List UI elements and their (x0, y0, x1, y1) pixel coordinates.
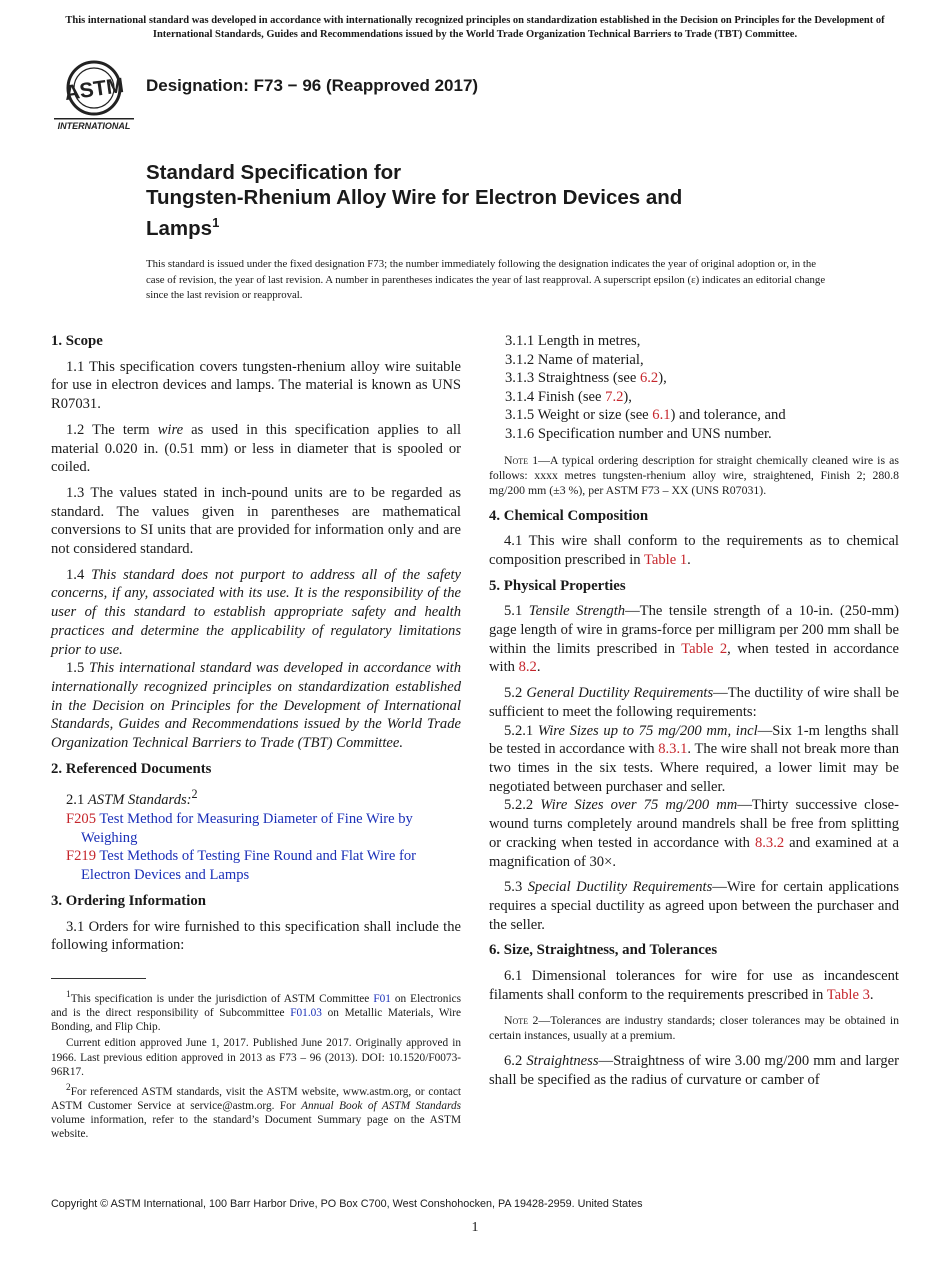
document-title (146, 160, 846, 241)
link-table-3[interactable]: Table 3 (826, 986, 870, 1003)
note-1 (489, 453, 899, 498)
para-5-2 (489, 684, 899, 721)
svg-text:INTERNATIONAL: INTERNATIONAL (57, 121, 131, 131)
title-line-2: Tungsten-Rhenium Alloy Wire for Electron Devices and (146, 186, 683, 209)
para-6-1 (489, 967, 899, 1004)
link-8-2[interactable]: 8.2 (518, 659, 537, 676)
footnote-2 (51, 1081, 461, 1142)
order-item-3-1-4-end: ), (623, 388, 632, 405)
footnote-2-book-title: Annual Book of ASTM Standards (301, 1099, 461, 1112)
link-6-2[interactable]: 6.2 (639, 370, 659, 387)
section-heading-ordering-information: 3. Ordering Information (51, 892, 206, 909)
order-item-3-1-1: 3.1.1 Length in metres, (505, 333, 641, 349)
link-table-1[interactable]: Table 1 (643, 551, 688, 568)
order-item-3-1-2: 3.1.2 Name of material, (505, 351, 644, 368)
order-item-3-1-4-text: 3.1.4 Finish (see (505, 388, 606, 405)
para-5-2-text: —The ductility of wire shall be sufficient to meet the following requirements: (489, 685, 899, 720)
para-1-4-text: This standard does not purport to address all of the safety concerns, if any, associated with its use. It is the responsibility of the user of this standard to establish appropriate safety and health practices and determine the applicability of regulatory limitations prior to use. (51, 566, 461, 658)
footnote-2-marker-bottom: 2 (66, 1082, 71, 1093)
section-heading-chemical-composition: 4. Chemical Composition (489, 507, 649, 524)
para-1-4-num: 1.4 (66, 566, 92, 583)
ref-f219[interactable] (66, 847, 461, 884)
section-heading-physical-properties: 5. Physical Properties (489, 577, 626, 594)
note-1-label: Note (504, 452, 529, 467)
svg-text:ASTM: ASTM (63, 73, 126, 106)
para-5-1-text-2: , when tested in accordance with (489, 640, 899, 676)
para-4-1-end: . (687, 551, 691, 568)
link-6-1[interactable]: 6.1 (652, 407, 671, 424)
page-number: 1 (471, 1220, 479, 1235)
title-line-3 (146, 210, 846, 241)
para-5-2-num: 5.2 (504, 685, 527, 702)
para-1-2-rest: as used in this specification applies to all material 0.020 in. (0.51 mm) or less in diameter that is spooled or coiled. (51, 421, 461, 476)
copyright-line: Copyright © ASTM International, 100 Barr Harbor Drive, PO Box C700, West Conshohocken, PA 19428-2959. United States (51, 1198, 643, 1210)
ref-f205[interactable] (66, 810, 461, 847)
order-item-3-1-3-text: 3.1.3 Straightness (see (505, 370, 640, 387)
note-2-text: 2—Tolerances are industry standards; closer tolerances may be obtained in certain instances, usually at a premium. (489, 1013, 899, 1043)
tensile-strength-label: Tensile Strength (528, 603, 626, 620)
astm-standards-label: ASTM Standards: (87, 792, 192, 809)
para-5-2-1 (489, 722, 899, 797)
link-table-2[interactable]: Table 2 (681, 640, 728, 657)
general-ductility-label: General Ductility Requirements (526, 685, 714, 702)
astm-logo (50, 56, 138, 132)
link-8-3-1[interactable]: 8.3.1 (658, 741, 688, 758)
para-1-5-num: 1.5 (66, 660, 90, 677)
ref-f205-code[interactable]: F205 (66, 811, 97, 828)
footnote-1-edition: Current edition approved June 1, 2017. Published June 2017. Originally approved in 1966. Last previous edition approved in 2013 as F73 – 96 (2013). DOI: 10.1520/F0073-96R17. (51, 1037, 461, 1078)
note-2-label: Note (504, 1013, 529, 1028)
para-5-2-2 (489, 796, 899, 871)
note-1-text: 1—A typical ordering description for straight chemically cleaned wire is as follows: xxxx metres tungsten-rhenium alloy wire, straightened, Finish 2; 280.8 mg/200 mm (±3 %), per ASTM F73 – XX (UNS R07031). (489, 452, 899, 497)
para-6-1-end: . (869, 986, 874, 1003)
para-1-3: 1.3 The values stated in inch-pound units are to be regarded as standard. The values given in parentheses are mathematical conversions to SI units that are provided for information only and are not considered standard. (51, 484, 461, 558)
order-item-3-1-4 (489, 388, 899, 407)
footnote-1-marker: 1 (66, 990, 71, 1000)
para-5-1-text: —The tensile strength of a 10-in. (250-mm) gage length of wire in grams-force per milligram per 200 mm shall be within the limits prescribed in (489, 603, 900, 657)
note-2 (489, 1013, 899, 1043)
para-6-2-text: —Straightness of wire 3.00 mg/200 mm and larger shall be specified as the radius of curvature or camber of (489, 1053, 900, 1089)
footnote-2-marker[interactable]: 2 (191, 787, 198, 802)
footnotes (51, 988, 461, 1144)
ref-f219-code[interactable]: F219 (66, 848, 97, 865)
footnote-1 (51, 988, 461, 1034)
designation: Designation: F73 − 96 (Reapproved 2017) (146, 76, 479, 95)
link-7-2[interactable]: 7.2 (605, 388, 624, 405)
para-1-2-lead: 1.2 The term (66, 421, 158, 438)
top-notice: This international standard was developed in accordance with internationally recognized principles on standardization established in the Decision on Principles for the Development of International Standards, Guides and Recommendations issued by the World Trade Organization Technical Barriers to Trade (TBT) Committee. (65, 15, 885, 40)
section-heading-size-straightness: 6. Size, Straightness, and Tolerances (489, 942, 718, 959)
para-5-3-num: 5.3 (504, 879, 528, 896)
para-5-2-2-end: and examined at a magnification of 30×. (489, 834, 899, 870)
para-5-2-2-num: 5.2.2 (504, 797, 541, 814)
wire-sizes-up-to-label: Wire Sizes up to 75 mg/200 mm, incl (537, 722, 758, 739)
left-column (51, 332, 461, 962)
link-committee-f01[interactable]: F01 (373, 992, 391, 1005)
para-5-2-2-text: —Thirty successive close-wound turns completely around mandrels shall be free from splitting or cracking when tested in accordance with (489, 797, 899, 851)
para-5-2-1-text: —Six 1-m lengths shall be tested in accordance with (489, 722, 899, 758)
para-4-1-text: 4.1 This wire shall conform to the requirements as to chemical composition prescribed in (489, 533, 899, 568)
para-5-1-end: . (536, 659, 541, 676)
footnote-1-text-a: This specification is under the jurisdiction of ASTM Committee (70, 992, 374, 1005)
footnote-2-text-b: volume information, refer to the standard’s Document Summary page on the ASTM website. (51, 1114, 461, 1141)
order-item-3-1-3 (489, 369, 899, 388)
link-subcommittee-f01-03[interactable]: F01.03 (290, 1006, 322, 1019)
para-1-4 (51, 566, 461, 660)
term-wire: wire (157, 421, 184, 438)
order-item-3-1-5 (489, 406, 899, 425)
para-5-1-num: 5.1 (504, 603, 529, 620)
para-6-1-text: 6.1 Dimensional tolerances for wire for use as incandescent filaments shall conform to the requirements prescribed in (489, 968, 899, 1003)
straightness-label: Straightness (526, 1053, 599, 1070)
title-line-3-text: Lamps (146, 216, 213, 240)
para-5-3 (489, 878, 899, 934)
wire-sizes-over-label: Wire Sizes over 75 mg/200 mm (540, 797, 738, 814)
title-footnote-marker[interactable]: 1 (212, 215, 220, 230)
order-item-3-1-3-end: ), (658, 370, 667, 387)
right-column (489, 332, 899, 1097)
para-1-5 (51, 659, 461, 753)
para-5-2-1-num: 5.2.1 (504, 722, 538, 739)
footnote-1-text-b: on Electronics and is the direct responsibility of Subcommittee (51, 992, 461, 1019)
special-ductility-label: Special Ductility Requirements (527, 879, 713, 896)
section-heading-referenced-documents: 2. Referenced Documents (51, 760, 212, 777)
section-heading-scope: 1. Scope (51, 333, 103, 349)
order-item-3-1-5-text: 3.1.5 Weight or size (see (505, 407, 653, 424)
order-item-3-1-5-end: ) and tolerance, and (670, 407, 786, 424)
para-2-1-num: 2.1 (66, 792, 88, 809)
footnote-1-text-c: on Metallic Materials, Wire Bonding, and Flip Chip. (51, 1006, 461, 1034)
para-6-2-num: 6.2 (504, 1053, 527, 1070)
para-5-2-1-end: . The wire shall not break more than two times in the six tests. Where required, a lower limit may be negotiated between purchaser and seller. (489, 741, 899, 795)
para-1-1: 1.1 This specification covers tungsten-rhenium alloy wire suitable for use in electron devices and lamps. The material is known as UNS R07031. (51, 358, 461, 413)
para-3-1: 3.1 Orders for wire furnished to this specification shall include the following information: (51, 918, 461, 954)
para-1-2 (51, 421, 461, 477)
para-6-2 (489, 1052, 899, 1089)
ref-f219-title[interactable]: Test Methods of Testing Fine Round and Flat Wire for Electron Devices and Lamps (81, 848, 417, 884)
footnote-2-text-a: For referenced ASTM standards, visit the ASTM website, www.astm.org, or contact ASTM Customer Service at service@astm.org. For (51, 1085, 461, 1112)
order-item-3-1-6: 3.1.6 Specification number and UNS number. (505, 425, 772, 442)
para-1-5-text: This international standard was developed in accordance with internationally recognized principles on standardization established in the Decision on Principles for the Development of International Standards, Guides and Recommendations issued by the World Trade Organization Technical Barriers to Trade (TBT) Committee. (51, 660, 462, 752)
footnote-divider (51, 978, 146, 979)
para-4-1 (489, 532, 899, 569)
ref-f205-title[interactable]: Test Method for Measuring Diameter of Fine Wire by Weighing (81, 811, 413, 846)
para-2-1 (51, 785, 461, 810)
title-line-1: Standard Specification for (146, 161, 402, 184)
link-8-3-2[interactable]: 8.3.2 (754, 834, 785, 851)
para-5-1 (489, 602, 899, 677)
para-5-3-text: —Wire for certain applications requires a special ductility as agreed upon between the purchaser and the seller. (489, 879, 899, 933)
issue-note: This standard is issued under the fixed designation F73; the number immediately following the designation indicates the year of original adoption or, in the case of revision, the year of last revision. A number in parentheses indicates the year of last reapproval. A superscript epsilon (ε) indicates an editorial change since the last revision or reapproval. (146, 258, 826, 301)
